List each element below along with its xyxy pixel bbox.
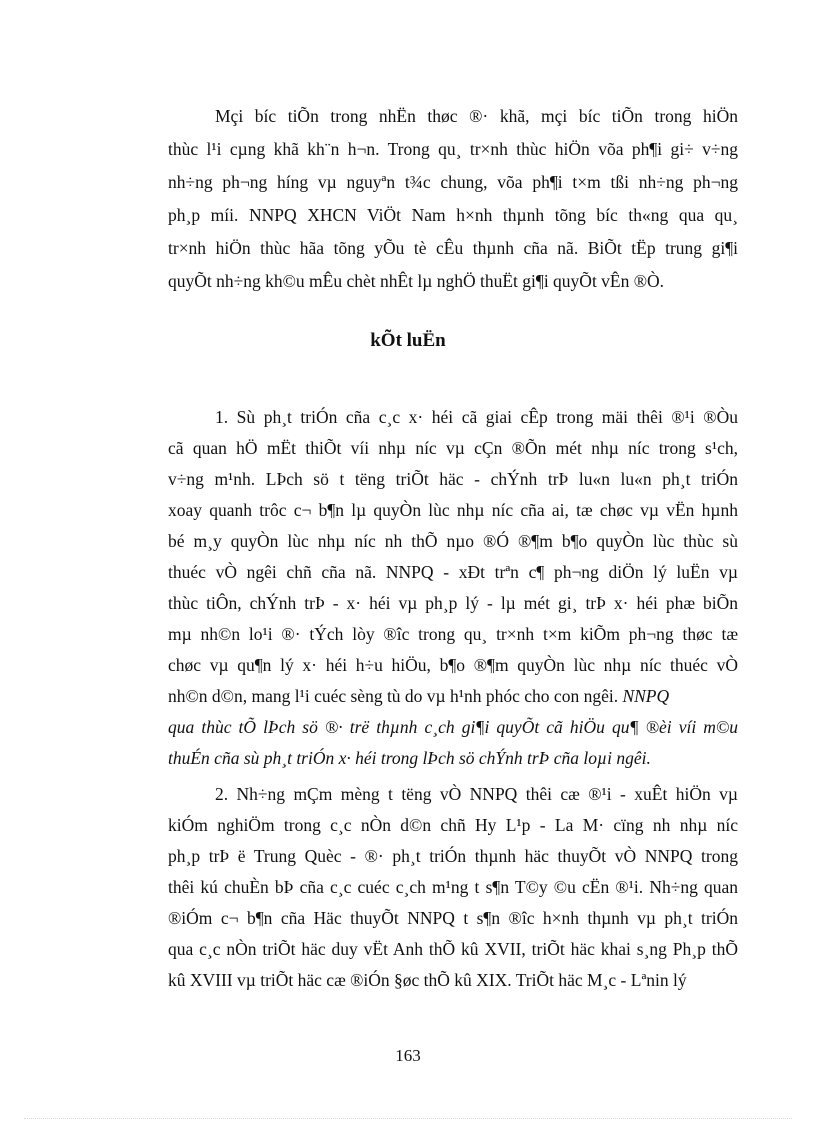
text-line <box>168 684 738 708</box>
text-line: bé m¸y quyÒn lùc nhµ níc nh thÕ nµo ®Ó ®¶m b¶o quyÒn lùc thùc sù <box>168 531 738 551</box>
text-line: thêi kú chuÈn bÞ cña c¸c cuéc c¸ch m¹ng t s¶n T©y ©u cËn ®¹i. Nh÷ng quan <box>168 877 738 897</box>
text-line: thuéc vÒ ngêi chñ cña nã. NNPQ - xÐt trªn c¶ ph¬ng diÖn lý luËn vµ <box>168 562 738 582</box>
italic-segment: NNPQ <box>622 686 670 706</box>
text-line-italic: qua thùc tÕ lÞch sö ®· trë thµnh c¸ch gi¶i quyÕt cã hiÖu qu¶ ®èi víi m©u <box>168 717 738 737</box>
text-line: ®iÓm c¬ b¶n cña Häc thuyÕt NNPQ t s¶n ®îc h×nh thµnh vµ ph¸t triÓn <box>168 908 738 928</box>
text-line: 2. Nh÷ng mÇm mèng t tëng vÒ NNPQ thêi cæ ®¹i - xuÊt hiÖn vµ <box>215 784 738 804</box>
text-line: ph¸p míi. NNPQ XHCN ViÖt Nam h×nh thµnh tõng bíc th«ng qua qu¸ <box>168 205 738 225</box>
text-line: tr×nh hiÖn thùc hãa tõng yÕu tè cÊu thµnh cña nã. BiÕt tËp trung gi¶i <box>168 238 738 258</box>
page-number: 163 <box>395 1046 421 1065</box>
text-line: quyÕt nh÷ng kh©u mÊu chèt nhÊt lµ nghÖ thuËt gi¶i quyÕt vÊn ®Ò. <box>168 271 665 291</box>
text-line: mµ nh©n lo¹i ®· tÝch lòy ®îc trong qu¸ tr×nh t×m kiÕm ph¬ng thøc tæ <box>168 624 738 644</box>
text-line: nh÷ng ph¬ng híng vµ nguyªn t¾c chung, võa ph¶i t×m tßi nh÷ng ph¬ng <box>168 172 738 192</box>
text-line: thùc tiÔn, chÝnh trÞ - x· héi vµ ph¸p lý - lµ mét gi¸ trÞ x· héi phæ biÕn <box>168 593 738 613</box>
page-bottom-divider <box>24 1118 792 1119</box>
text-line: 1. Sù ph¸t triÓn cña c¸c x· héi cã giai cÊp trong mäi thêi ®¹i ®Òu <box>215 407 738 427</box>
text-line: Mçi bíc tiÕn trong nhËn thøc ®· khã, mçi bíc tiÕn trong hiÖn <box>215 106 738 126</box>
text-line: kû XVIII vµ triÕt häc cæ ®iÓn §øc thÕ kû XIX. TriÕt häc M¸c - Lªnin lý <box>168 970 687 990</box>
text-line: qua c¸c nÒn triÕt häc duy vËt Anh thÕ kû XVII, triÕt häc khai s¸ng Ph¸p thÕ <box>168 939 738 959</box>
text-line: xoay quanh trôc c¬ b¶n lµ quyÒn lùc nhµ níc cña ai, tæ chøc vµ vËn hµnh <box>168 500 738 520</box>
text-line: kiÓm nghiÖm trong c¸c nÒn d©n chñ Hy L¹p - La M· cïng nh nhµ níc <box>168 815 738 835</box>
text-line: cã quan hÖ mËt thiÕt víi nhµ níc vµ cÇn ®Õn mét nhµ níc trong s¹ch, <box>168 438 738 458</box>
text-line-italic: thuÉn cña sù ph¸t triÓn x· héi trong lÞch sö chÝnh trÞ cña loµi ngêi. <box>168 748 651 768</box>
text-line: thùc l¹i cµng khã kh¨n h¬n. Trong qu¸ tr×nh thùc hiÖn võa ph¶i gi÷ v÷ng <box>168 139 738 159</box>
section-heading: kÕt luËn <box>370 330 446 351</box>
text-segment: nh©n d©n, mang l¹i cuéc sèng tù do vµ h¹nh phóc cho con ngêi. <box>168 686 619 706</box>
text-line: v÷ng m¹nh. LÞch sö t tëng triÕt häc - chÝnh trÞ lu«n lu«n ph¸t triÓn <box>168 469 738 489</box>
text-line: chøc vµ qu¶n lý x· héi h÷u hiÖu, b¶o ®¶m quyÒn lùc nhµ níc thuéc vÒ <box>168 655 738 675</box>
text-line: ph¸p trÞ ë Trung Quèc - ®· ph¸t triÓn thµnh häc thuyÕt vÒ NNPQ trong <box>168 846 738 866</box>
